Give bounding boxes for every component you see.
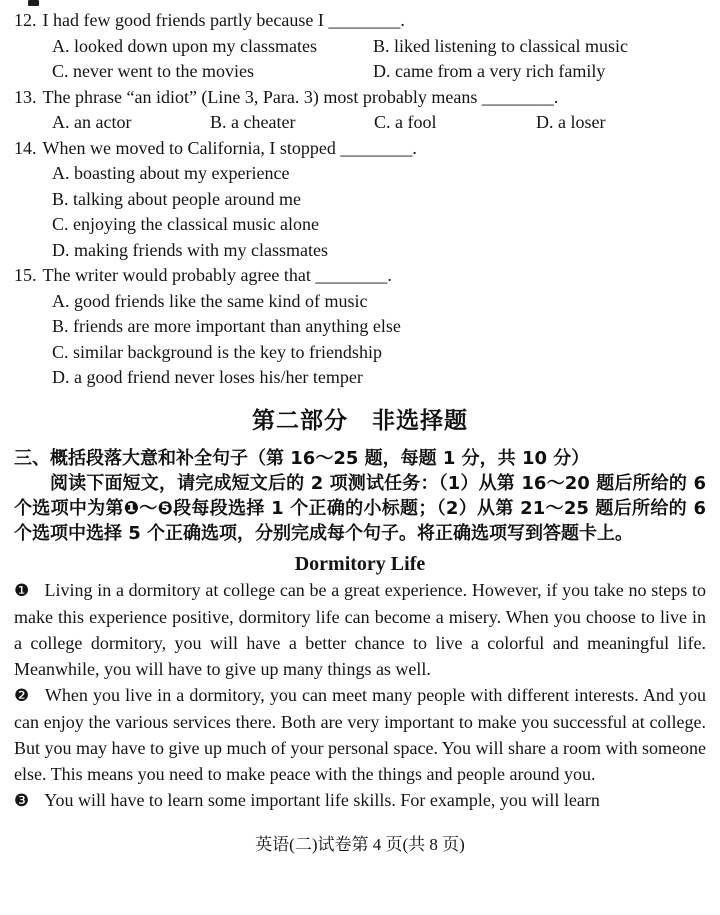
question-stem <box>14 85 706 111</box>
question-13 <box>14 85 706 136</box>
question-stem <box>14 263 706 289</box>
question-number: 12. <box>14 10 37 30</box>
option-d: D. a good friend never loses his/her temper <box>52 367 363 387</box>
question-14 <box>14 136 706 264</box>
passage-paragraph-3 <box>14 787 706 814</box>
passage-paragraph-2 <box>14 682 706 787</box>
question-options <box>14 34 706 85</box>
section3-heading: 三、概括段落大意和补全句子（第 16～25 题，每题 1 分，共 10 分） <box>14 447 590 469</box>
question-text: The phrase “an idiot” (Line 3, Para. 3) most probably means ________. <box>42 86 559 107</box>
question-stem <box>14 136 706 162</box>
option-a: A. an actor <box>52 112 132 132</box>
option-d: D. came from a very rich family <box>373 61 606 81</box>
option-d: D. making friends with my classmates <box>52 239 328 260</box>
question-options <box>14 110 706 136</box>
option-b: B. a cheater <box>210 112 296 132</box>
paragraph-1-marker: ❶ <box>14 580 30 601</box>
option-c: C. never went to the movies <box>52 61 254 81</box>
question-options <box>14 161 706 263</box>
paragraph-2-text: When you live in a dormitory, you can meet many people with different interests. And you can enjoy the various services there. Both are very important to make you successful at college. But you may have to give up much of your personal space. You will share a room with someone else. This means you need to make peace with the things and people around you. <box>14 684 706 784</box>
question-text: I had few good friends partly because I ________. <box>42 10 405 30</box>
option-a: A. looked down upon my classmates <box>52 35 317 56</box>
passage-paragraph-1 <box>14 577 706 682</box>
option-a: A. boasting about my experience <box>52 163 290 183</box>
question-number: 15. <box>14 265 37 285</box>
question-stem <box>14 8 706 34</box>
question-12 <box>14 8 706 85</box>
option-c: C. a fool <box>374 112 437 132</box>
paragraph-3-marker: ❸ <box>14 790 30 811</box>
question-options <box>14 289 706 391</box>
option-c: C. enjoying the classical music alone <box>52 214 319 234</box>
section3-instructions: 阅读下面短文，请完成短文后的 2 项测试任务：（1）从第 16～20 题后所给的 6 个选项中为第❶～❺段每段选择 1 个正确的小标题；（2）从第 21～25 题后所给的 6 个选项中选择 5 个正确选项，分别完成每个句子。将正确选项写到答题卡上。 <box>14 472 706 544</box>
question-number: 13. <box>14 86 37 107</box>
scan-artifact <box>28 0 39 6</box>
paragraph-3-text: You will have to learn some important life skills. For example, you will learn <box>44 789 600 810</box>
paragraph-2-marker: ❷ <box>14 685 30 706</box>
passage-title: Dormitory Life <box>294 552 426 575</box>
option-d: D. a loser <box>536 112 606 132</box>
option-c: C. similar background is the key to friendship <box>52 341 382 362</box>
question-15 <box>14 263 706 391</box>
question-text: The writer would probably agree that ________. <box>42 265 392 285</box>
option-b: B. liked listening to classical music <box>373 35 628 56</box>
option-b: B. friends are more important than anything else <box>52 316 401 336</box>
option-a: A. good friends like the same kind of music <box>52 290 368 311</box>
part2-title: 第二部分 非选择题 <box>252 407 468 434</box>
option-b: B. talking about people around me <box>52 188 301 209</box>
question-number: 14. <box>14 137 37 158</box>
page-footer: 英语(二)试卷第 4 页(共 8 页) <box>255 834 465 854</box>
paragraph-1-text: Living in a dormitory at college can be a great experience. However, if you take no steps to make this experience positive, dormitory life can become a misery. When you choose to live in a college dormitory, you will have a better chance to live a colorful and meaningful life. Meanwhile, you will have to give up many things as well. <box>14 579 706 679</box>
question-text: When we moved to California, I stopped ________. <box>42 137 417 158</box>
